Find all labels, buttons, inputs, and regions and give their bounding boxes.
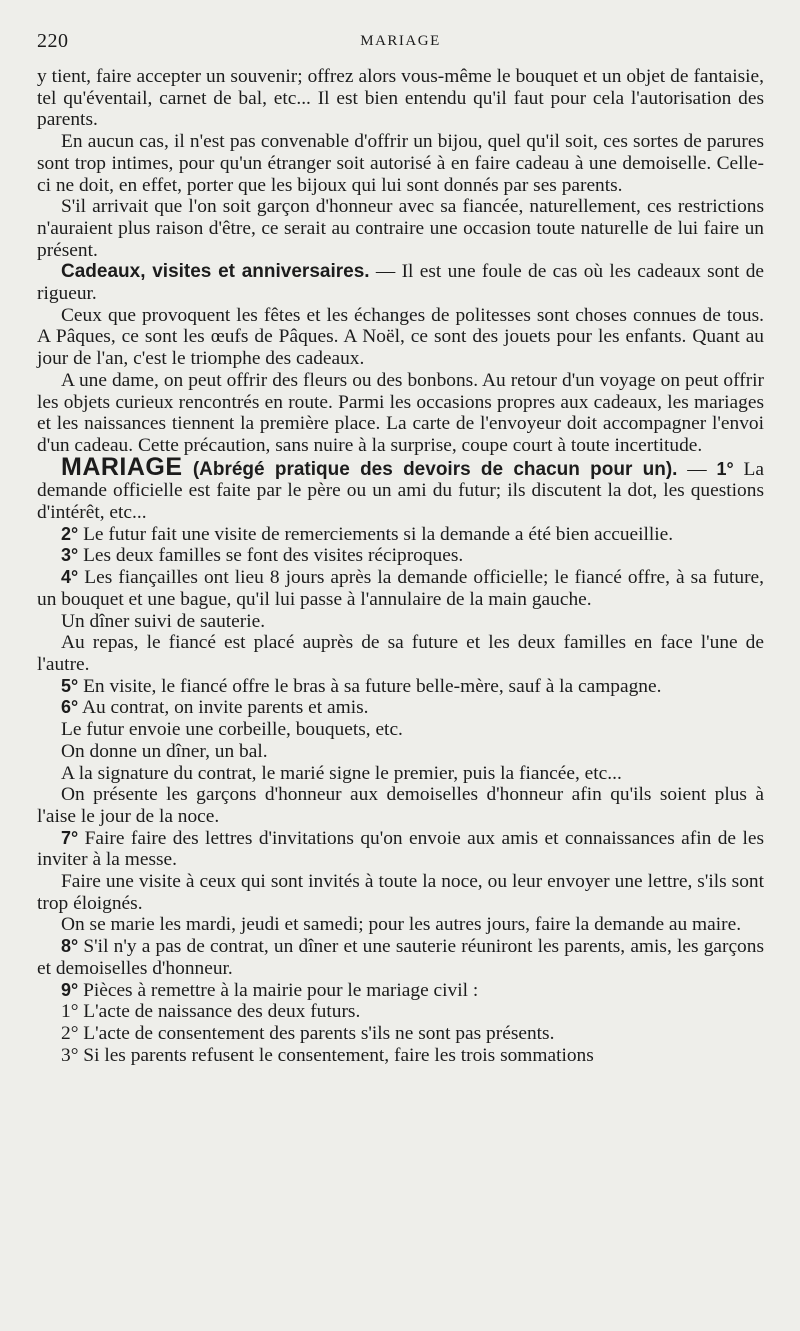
paragraph — [37, 524, 764, 546]
paragraph-text: S'il n'y a pas de contrat, un dîner et une sauterie réuniront les parents, amis, les garçons et demoiselles d'honneur. — [37, 936, 764, 979]
paragraph — [37, 697, 764, 719]
paragraph: Un dîner suivi de sauterie. — [61, 610, 266, 632]
section-heading: Cadeaux, visites et anniversaires. — [61, 261, 370, 283]
paragraph — [37, 452, 764, 524]
paragraph: A une dame, on peut offrir des fleurs ou des bonbons. Au retour d'un voyage on peut offrir les objets curieux rencontrés en route. Parmi les occasions propres aux cadeaux, les mariages et les naissances tiennent la première place. La carte de l'envoyeur doit accompagner l'envoi d'un cadeau. Cette précaution, sans nuire à la surprise, coupe court à toute incertitude. — [37, 369, 764, 456]
paragraph — [37, 828, 764, 871]
item-number: 5° — [61, 675, 79, 696]
paragraph-text: Pièces à remettre à la mairie pour le mariage civil : — [78, 979, 479, 1001]
paragraph-text: Les deux familles se font des visites réciproques. — [78, 545, 464, 567]
paragraph-text: Faire faire des lettres d'invitations qu'on envoie aux amis et connaissances afin de les inviter à la messe. — [37, 827, 764, 871]
dash: — — [677, 458, 717, 480]
paragraph: 3° Si les parents refusent le consentement, faire les trois sommations — [61, 1044, 594, 1066]
paragraph: Ceux que provoquent les fêtes et les échanges de politesses sont choses connues de tous. A Pâques, ce sont les œufs de Pâques. A Noël, ce sont des jouets pour les enfants. Quant au jour de l'an, c'est le triomphe des cadeaux. — [37, 304, 764, 370]
running-head — [37, 30, 764, 66]
paragraph — [37, 936, 764, 979]
paragraph: y tient, faire accepter un souvenir; offrez alors vous-même le bouquet et un objet de fantaisie, tel qu'éventail, carnet de bal, etc... Il est bien entendu qu'il faut pour cela l'autorisation des parents. — [37, 66, 764, 131]
paragraph-text: La demande officielle est faite par le père ou un ami du futur; ils discutent la dot, les questions d'intérêt, etc... — [37, 458, 764, 524]
paragraph: On se marie les mardi, jeudi et samedi; pour les autres jours, faire la demande au maire. — [61, 914, 742, 936]
item-number: 7° — [61, 827, 79, 848]
paragraph — [37, 980, 764, 1002]
item-number: 9° — [61, 979, 79, 1000]
paragraph — [37, 567, 764, 610]
running-title: MARIAGE — [360, 33, 441, 49]
paragraph: A la signature du contrat, le marié signe le premier, puis la fiancée, etc... — [61, 762, 622, 784]
paragraph-text: En visite, le fiancé offre le bras à sa future belle-mère, sauf à la campagne. — [78, 675, 662, 697]
item-number: 8° — [61, 936, 79, 957]
body-text — [37, 66, 764, 1066]
item-number: 1° — [716, 458, 734, 479]
item-number: 4° — [61, 567, 79, 588]
paragraph: 2° L'acte de consentement des parents s'ils ne sont pas présents. — [61, 1022, 555, 1044]
paragraph: 1° L'acte de naissance des deux futurs. — [61, 1001, 361, 1023]
item-number: 2° — [61, 523, 79, 544]
page-number: 220 — [37, 30, 69, 52]
paragraph: On présente les garçons d'honneur aux demoiselles d'honneur afin qu'ils soient plus à l'aise le jour de la noce. — [37, 784, 764, 827]
paragraph — [37, 261, 764, 304]
section-subheading: (Abrégé pratique des devoirs de chacun pour un). — [182, 458, 678, 480]
paragraph: On donne un dîner, un bal. — [61, 740, 268, 762]
section-heading: MARIAGE — [61, 452, 183, 481]
paragraph-text: — Il est une foule de cas où les cadeaux sont de rigueur. — [37, 261, 765, 305]
paragraph — [37, 676, 764, 698]
item-number: 6° — [61, 697, 79, 718]
paragraph: Au repas, le fiancé est placé auprès de sa future et les deux familles en face l'une de l'autre. — [37, 632, 764, 675]
paragraph-text: Le futur fait une visite de remerciements si la demande a été bien accueillie. — [78, 523, 674, 545]
item-number: 3° — [61, 545, 79, 566]
paragraph — [37, 545, 764, 567]
paragraph: Le futur envoie une corbeille, bouquets, etc. — [61, 719, 403, 741]
paragraph-text: Au contrat, on invite parents et amis. — [78, 697, 369, 719]
paragraph: En aucun cas, il n'est pas convenable d'offrir un bijou, quel qu'il soit, ces sortes de parures sont trop intimes, pour qu'un étranger soit autorisé à en faire cadeau à une demoiselle. Celle-ci ne doit, en effet, porter que les bijoux qui lui sont donnés par ses parents. — [37, 131, 764, 196]
paragraph: Faire une visite à ceux qui sont invités à toute la noce, ou leur envoyer une lettre, s'ils sont trop éloignés. — [37, 871, 764, 914]
paragraph-text: Les fiançailles ont lieu 8 jours après la demande officielle; le fiancé offre, à sa future, un bouquet et une bague, qu'il lui passe à l'annulaire de la main gauche. — [37, 567, 764, 610]
paragraph: S'il arrivait que l'on soit garçon d'honneur avec sa fiancée, naturellement, ces restrictions n'auraient plus raison d'être, ce serait au contraire une occasion toute naturelle de lui faire un présent. — [37, 196, 764, 261]
